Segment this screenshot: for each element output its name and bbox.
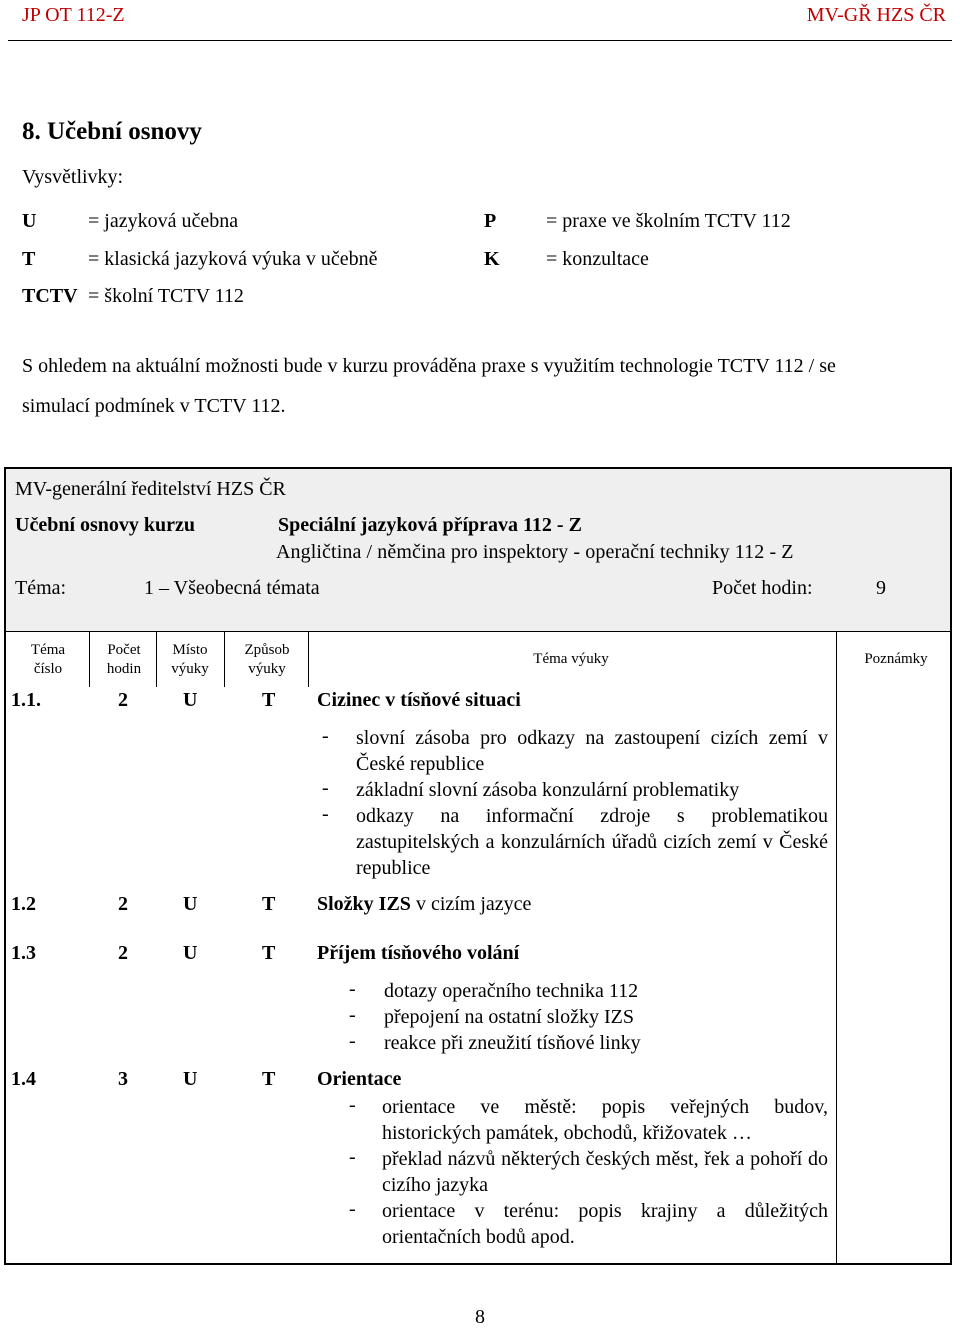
col-header-place-l1: Místo — [172, 642, 208, 658]
note-line-2: simulací podmínek v TCTV 112. — [22, 395, 286, 417]
bullet-dash: - — [349, 1198, 356, 1220]
row-title-bold: Složky IZS — [317, 893, 411, 915]
col-header-method-l2: výuky — [248, 661, 286, 677]
bullet-dash: - — [349, 978, 356, 1000]
tema-value: 1 – Všeobecná témata — [144, 577, 320, 599]
legend-value-p: = praxe ve školním TCTV 112 — [546, 210, 791, 232]
course-name: Speciální jazyková příprava 112 - Z — [278, 514, 582, 536]
header-divider — [8, 40, 952, 41]
row-hours: 2 — [118, 689, 128, 711]
col-sep-4 — [308, 631, 309, 687]
col-header-hours-l1: Počet — [107, 642, 141, 658]
page-number: 8 — [475, 1306, 485, 1328]
row-number: 1.2 — [11, 893, 36, 915]
row-number: 1.1. — [11, 689, 41, 711]
row-method: T — [262, 1068, 276, 1090]
bullet-dash: - — [322, 725, 329, 747]
bullet-item: reakce při zneužití tísňové linky — [384, 1032, 641, 1054]
row-title-bold: Příjem tísňového volání — [317, 942, 520, 964]
col-header-method — [232, 641, 302, 679]
legend-key-p: P — [484, 210, 497, 232]
row-place: U — [183, 1068, 198, 1090]
bullet-dash: - — [349, 1094, 356, 1116]
bullet-item: orientace v terénu: popis krajiny a důležitých orientačních bodů apod. — [382, 1200, 828, 1248]
col-sep-1 — [89, 631, 90, 687]
course-subtitle: Angličtina / němčina pro inspektory - operační techniky 112 - Z — [276, 541, 794, 563]
legend-value-tctv: = školní TCTV 112 — [88, 285, 244, 307]
bullet-dash: - — [349, 1146, 356, 1168]
hours-label: Počet hodin: — [712, 577, 813, 599]
legend-key-t: T — [22, 248, 36, 270]
legend-key-k: K — [484, 248, 500, 270]
row-title — [317, 689, 521, 712]
hours-value: 9 — [876, 577, 886, 599]
row-title-bold: Cizinec v tísňové situaci — [317, 689, 521, 711]
col-header-notes: Poznámky — [864, 651, 928, 667]
col-header-number-l1: Téma — [30, 642, 66, 658]
col-header-place — [162, 641, 218, 679]
legend-value-k: = konzultace — [546, 248, 649, 270]
row-title — [317, 893, 531, 916]
row-method: T — [262, 893, 276, 915]
bullet-item: přepojení na ostatní složky IZS — [384, 1006, 634, 1028]
bullet-item: překlad názvů některých českých měst, řek a pohoří do cizího jazyka — [382, 1148, 828, 1196]
header-left: JP OT 112-Z — [22, 4, 125, 26]
tema-label: Téma: — [15, 577, 67, 599]
bullet-dash: - — [349, 1004, 356, 1026]
row-method: T — [262, 689, 276, 711]
row-title-bold: Orientace — [317, 1068, 402, 1090]
col-sep-notes — [836, 631, 837, 1265]
row-number: 1.4 — [11, 1068, 36, 1090]
col-header-method-l1: Způsob — [244, 642, 290, 658]
legend-key-u: U — [22, 210, 37, 232]
note-line-1: S ohledem na aktuální možnosti bude v kurzu prováděna praxe s využitím technologie TCTV 112 / se — [22, 355, 836, 377]
col-header-hours — [96, 641, 152, 679]
row-title — [317, 942, 519, 965]
row-hours: 2 — [118, 893, 128, 915]
legend-title: Vysvětlivky: — [22, 166, 124, 188]
bullet-dash: - — [349, 1030, 356, 1052]
course-label: Učební osnovy kurzu — [15, 514, 196, 536]
col-header-place-l2: výuky — [171, 661, 209, 677]
legend-value-t: = klasická jazyková výuka v učebně — [88, 248, 378, 270]
row-hours: 3 — [118, 1068, 128, 1090]
row-place: U — [183, 942, 198, 964]
org-name: MV-generální ředitelství HZS ČR — [15, 478, 286, 500]
col-header-number-l2: číslo — [33, 661, 63, 677]
col-header-topic: Téma výuky — [533, 651, 609, 667]
col-header-number — [20, 641, 76, 679]
row-title — [317, 1068, 401, 1091]
row-method: T — [262, 942, 276, 964]
row-title-rest: v cizím jazyce — [410, 893, 532, 915]
curriculum-box — [4, 467, 952, 1265]
section-title: 8. Učební osnovy — [22, 118, 202, 145]
bullet-dash: - — [322, 803, 329, 825]
bullet-item: dotazy operačního technika 112 — [384, 980, 639, 1002]
bullet-item: základní slovní zásoba konzulární problematiky — [356, 779, 740, 801]
bullet-item: orientace ve městě: popis veřejných budov, historických památek, obchodů, křižovatek … — [382, 1096, 828, 1144]
row-number: 1.3 — [11, 942, 36, 964]
legend-value-u: = jazyková učebna — [88, 210, 239, 232]
col-sep-3 — [224, 631, 225, 687]
row-hours: 2 — [118, 942, 128, 964]
bullet-item: slovní zásoba pro odkazy na zastoupení cizích zemí v České republice — [356, 727, 828, 775]
col-sep-2 — [156, 631, 157, 687]
row-place: U — [183, 689, 198, 711]
legend-key-tctv: TCTV — [22, 285, 78, 307]
row-place: U — [183, 893, 198, 915]
bullet-dash: - — [322, 777, 329, 799]
col-header-hours-l2: hodin — [106, 661, 142, 677]
bullet-item: odkazy na informační zdroje s problematikou zastupitelských a konzulárních úřadů cizích zemí v České republice — [356, 805, 828, 879]
header-right: MV-GŘ HZS ČR — [806, 4, 946, 26]
